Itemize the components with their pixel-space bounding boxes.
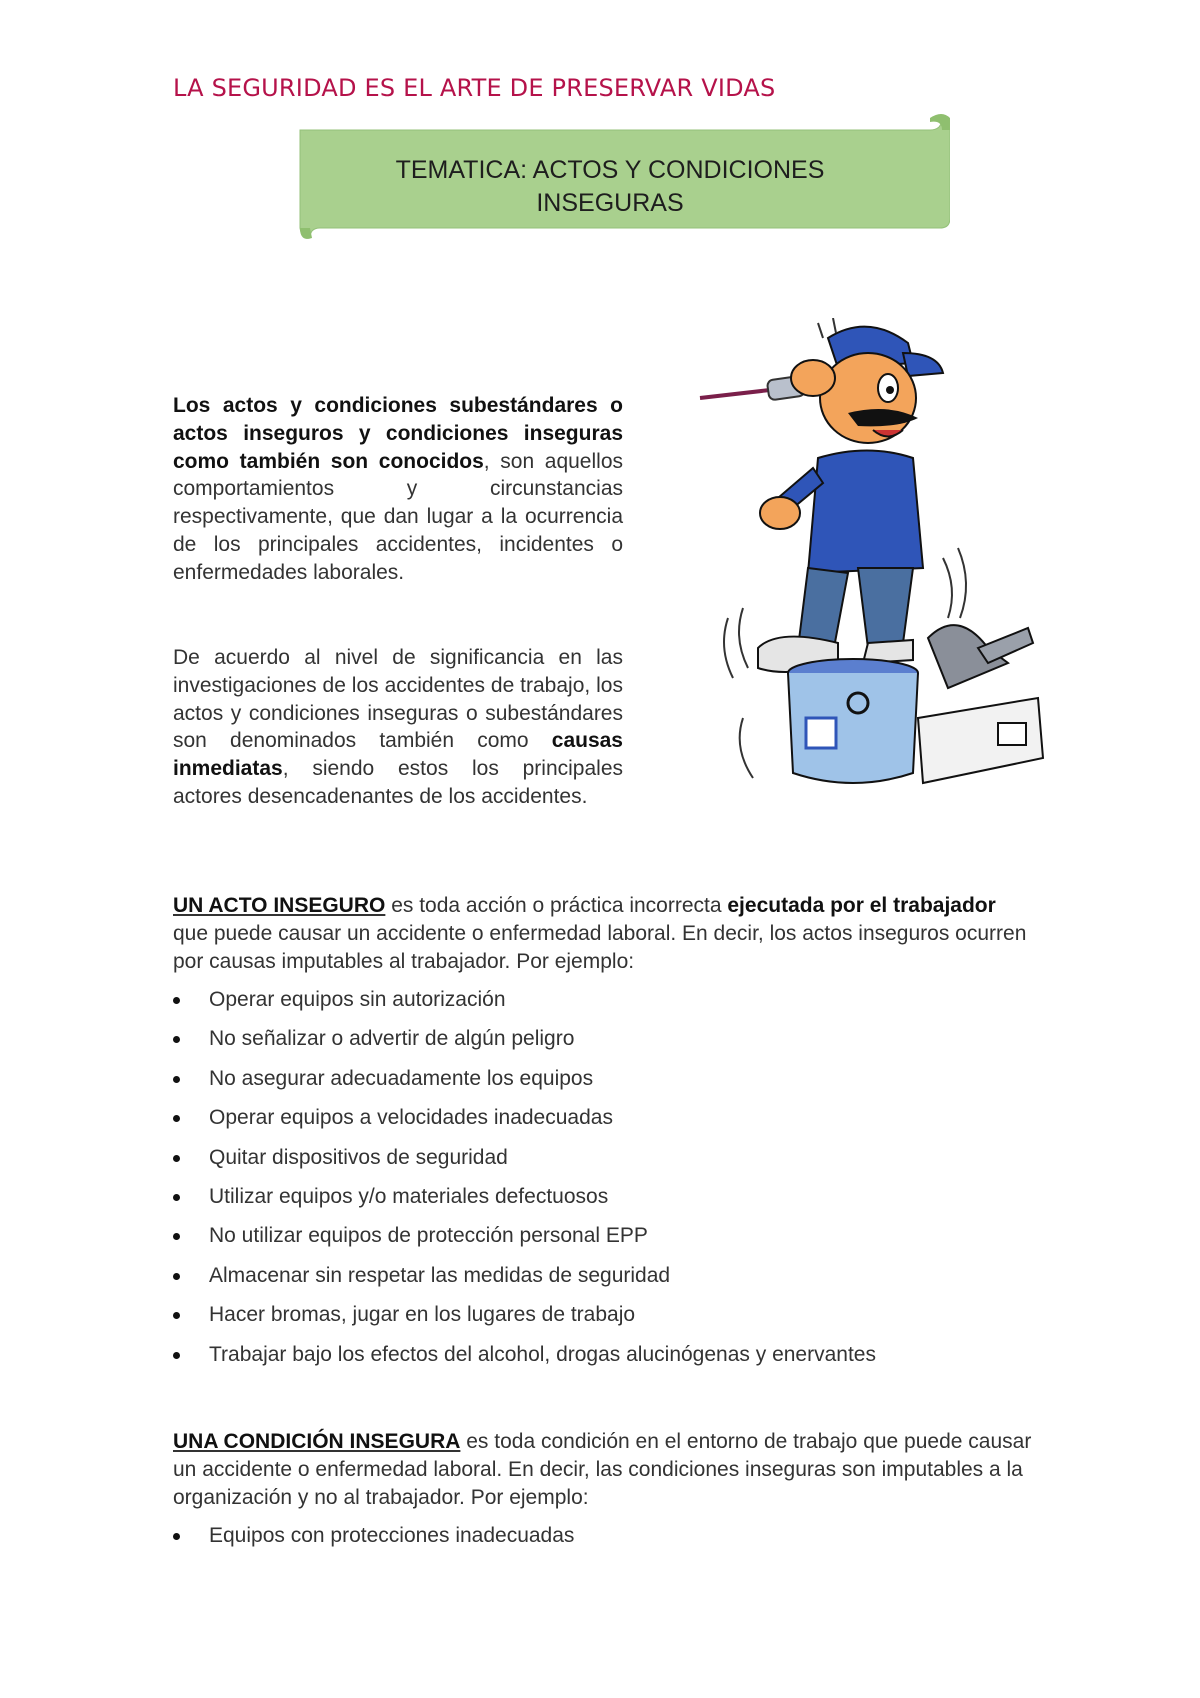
intro-paragraph-2: De acuerdo al nivel de significancia en las investigaciones de los accidentes de trabajo, los actos y condiciones inseguras o subestándares son denominados también como causas inmediatas, siendo estos los principales actores desencadenantes de los accidentes. — [173, 646, 623, 808]
list-item: No asegurar adecuadamente los equipos — [173, 1065, 876, 1104]
list-item: Hacer bromas, jugar en los lugares de trabajo — [173, 1301, 876, 1340]
unsafe-act-examples — [173, 986, 876, 1380]
list-item: Trabajar bajo los efectos del alcohol, drogas alucinógenas y enervantes — [173, 1341, 876, 1380]
banner-title: TEMATICA: ACTOS Y CONDICIONES INSEGURAS — [395, 156, 825, 217]
unsafe-act-definition: UN ACTO INSEGURO es toda acción o práctica incorrecta ejecutada por el trabajador que puede causar un accidente o enfermedad laboral. En decir, los actos inseguros ocurren por causas imputables al trabajador. Por ejemplo: — [173, 894, 1027, 973]
list-item: Operar equipos a velocidades inadecuadas — [173, 1104, 876, 1143]
worker-on-barrel-illustration — [698, 318, 1098, 848]
unsafe-condition-definition: UNA CONDICIÓN INSEGURA es toda condición en el entorno de trabajo que puede causar un accidente o enfermedad laboral. En decir, las condiciones inseguras son imputables a la organización y no al trabajador. Por ejemplo: — [173, 1430, 1032, 1509]
list-item: Utilizar equipos y/o materiales defectuosos — [173, 1183, 876, 1222]
list-item: Almacenar sin respetar las medidas de seguridad — [173, 1262, 876, 1301]
list-item: No señalizar o advertir de algún peligro — [173, 1025, 876, 1064]
list-item: Operar equipos sin autorización — [173, 986, 876, 1025]
list-item: No utilizar equipos de protección personal EPP — [173, 1222, 876, 1261]
intro-paragraph-1: Los actos y condiciones subestándares o actos inseguros y condiciones inseguras como también son conocidos, son aquellos comportamientos y circunstancias respectivamente, que dan lugar a la ocurrencia de los principales accidentes, incidentes o enfermedades laborales. — [173, 394, 623, 584]
unsafe-condition-examples — [173, 1522, 574, 1561]
list-item: Quitar dispositivos de seguridad — [173, 1144, 876, 1183]
page-title: LA SEGURIDAD ES EL ARTE DE PRESERVAR VIDAS — [173, 74, 776, 102]
list-item: Equipos con protecciones inadecuadas — [173, 1522, 574, 1561]
topic-banner — [290, 110, 950, 270]
